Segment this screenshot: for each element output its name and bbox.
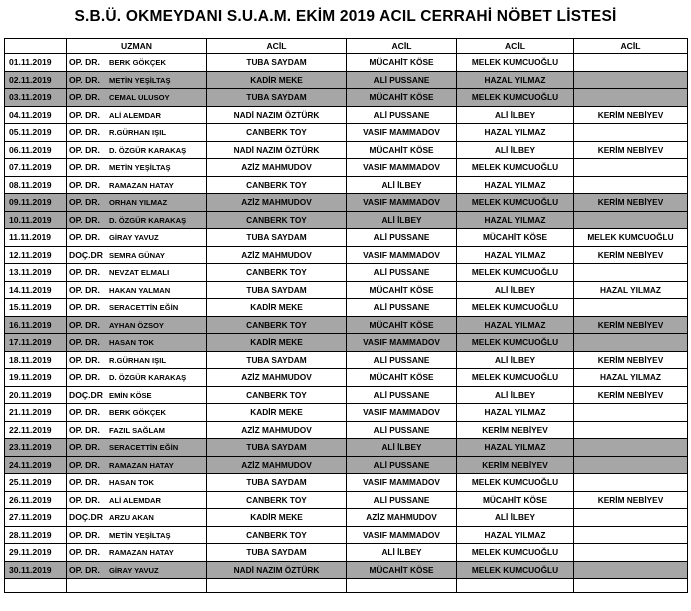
empty-cell <box>207 579 347 593</box>
date-cell: 13.11.2019 <box>5 264 67 282</box>
date-cell: 02.11.2019 <box>5 71 67 89</box>
uzman-cell <box>67 526 207 544</box>
table-row <box>5 54 688 72</box>
acil-cell-2: ALİ PUSSANE <box>347 106 457 124</box>
acil-cell-3: ALİ İLBEY <box>457 281 574 299</box>
acil-cell-4: HAZAL YILMAZ <box>574 281 688 299</box>
acil-cell-4: KERİM NEBİYEV <box>574 351 688 369</box>
doctor-title: OP. DR. <box>69 477 100 488</box>
acil-cell-2: MÜCAHİT KÖSE <box>347 561 457 579</box>
date-cell: 11.11.2019 <box>5 229 67 247</box>
acil-cell-1: CANBERK TOY <box>207 386 347 404</box>
date-cell: 04.11.2019 <box>5 106 67 124</box>
acil-cell-2: MÜCAHİT KÖSE <box>347 316 457 334</box>
acil-cell-1: CANBERK TOY <box>207 124 347 142</box>
uzman-cell <box>67 246 207 264</box>
acil-cell-2: ALİ PUSSANE <box>347 456 457 474</box>
acil-cell-3: HAZAL YILMAZ <box>457 124 574 142</box>
acil-cell-4: KERİM NEBİYEV <box>574 246 688 264</box>
doctor-title: OP. DR. <box>69 337 100 348</box>
acil-cell-1: AZİZ MAHMUDOV <box>207 159 347 177</box>
acil-cell-4 <box>574 71 688 89</box>
empty-cell <box>67 579 207 593</box>
acil-cell-3: MELEK KUMCUOĞLU <box>457 474 574 492</box>
doctor-name: HASAN TOK <box>109 478 155 488</box>
doctor-title: OP. DR. <box>69 459 100 470</box>
uzman-cell <box>67 439 207 457</box>
acil-cell-4 <box>574 159 688 177</box>
acil-cell-3: KERİM NEBİYEV <box>457 456 574 474</box>
uzman-cell <box>67 386 207 404</box>
date-cell: 12.11.2019 <box>5 246 67 264</box>
table-row <box>5 89 688 107</box>
acil-cell-2: MÜCAHİT KÖSE <box>347 369 457 387</box>
doctor-title: OP. DR. <box>69 494 100 505</box>
uzman-cell <box>67 194 207 212</box>
acil-cell-2: VASIF MAMMADOV <box>347 159 457 177</box>
acil-cell-2: ALİ PUSSANE <box>347 229 457 247</box>
doctor-title: OP. DR. <box>69 214 100 225</box>
acil-cell-3: HAZAL YILMAZ <box>457 71 574 89</box>
header-date <box>5 39 67 54</box>
table-row <box>5 124 688 142</box>
date-cell: 16.11.2019 <box>5 316 67 334</box>
table-row <box>5 194 688 212</box>
table-row <box>5 526 688 544</box>
doctor-title: OP. DR. <box>69 267 100 278</box>
doctor-title: OP. DR. <box>69 109 100 120</box>
table-row <box>5 351 688 369</box>
date-cell: 28.11.2019 <box>5 526 67 544</box>
acil-cell-3: MELEK KUMCUOĞLU <box>457 54 574 72</box>
acil-cell-3: KERİM NEBİYEV <box>457 421 574 439</box>
acil-cell-1: KADİR MEKE <box>207 71 347 89</box>
acil-cell-2: VASIF MAMMADOV <box>347 404 457 422</box>
acil-cell-4 <box>574 474 688 492</box>
doctor-name: BERK GÖKÇEK <box>109 58 166 68</box>
acil-cell-2: ALİ PUSSANE <box>347 491 457 509</box>
date-cell: 05.11.2019 <box>5 124 67 142</box>
date-cell: 15.11.2019 <box>5 299 67 317</box>
schedule-table <box>4 38 688 593</box>
acil-cell-3: MELEK KUMCUOĞLU <box>457 89 574 107</box>
date-cell: 09.11.2019 <box>5 194 67 212</box>
uzman-cell <box>67 561 207 579</box>
doctor-name: CEMAL ULUSOY <box>109 93 170 103</box>
acil-cell-3: MELEK KUMCUOĞLU <box>457 264 574 282</box>
acil-cell-4 <box>574 526 688 544</box>
acil-cell-2: ALİ PUSSANE <box>347 264 457 282</box>
empty-cell <box>347 579 457 593</box>
doctor-title: OP. DR. <box>69 92 100 103</box>
doctor-name: HAKAN YALMAN <box>109 285 171 295</box>
date-cell: 14.11.2019 <box>5 281 67 299</box>
acil-cell-3: HAZAL YILMAZ <box>457 439 574 457</box>
table-row <box>5 334 688 352</box>
doctor-title: DOÇ.DR <box>69 512 103 523</box>
table-row <box>5 246 688 264</box>
doctor-name: D. ÖZGÜR KARAKAŞ <box>109 215 187 225</box>
doctor-title: OP. DR. <box>69 162 100 173</box>
doctor-title: OP. DR. <box>69 424 100 435</box>
acil-cell-3: HAZAL YILMAZ <box>457 246 574 264</box>
acil-cell-2: ALİ PUSSANE <box>347 386 457 404</box>
uzman-cell <box>67 141 207 159</box>
acil-cell-1: TUBA SAYDAM <box>207 229 347 247</box>
acil-cell-2: VASIF MAMMADOV <box>347 124 457 142</box>
acil-cell-4: KERİM NEBİYEV <box>574 141 688 159</box>
acil-cell-3: MELEK KUMCUOĞLU <box>457 561 574 579</box>
acil-cell-2: ALİ PUSSANE <box>347 421 457 439</box>
acil-cell-2: ALİ İLBEY <box>347 176 457 194</box>
header-uzman: UZMAN <box>67 39 207 54</box>
uzman-cell <box>67 474 207 492</box>
acil-cell-3: MELEK KUMCUOĞLU <box>457 369 574 387</box>
uzman-cell <box>67 281 207 299</box>
table-row <box>5 299 688 317</box>
acil-cell-1: AZİZ MAHMUDOV <box>207 456 347 474</box>
uzman-cell <box>67 404 207 422</box>
uzman-cell <box>67 351 207 369</box>
acil-cell-4 <box>574 176 688 194</box>
date-cell: 06.11.2019 <box>5 141 67 159</box>
doctor-title: OP. DR. <box>69 372 100 383</box>
acil-cell-4: MELEK KUMCUOĞLU <box>574 229 688 247</box>
doctor-title: OP. DR. <box>69 284 100 295</box>
doctor-name: NEVZAT ELMALI <box>109 268 170 278</box>
date-cell: 23.11.2019 <box>5 439 67 457</box>
acil-cell-1: CANBERK TOY <box>207 316 347 334</box>
acil-cell-4: KERİM NEBİYEV <box>574 386 688 404</box>
doctor-title: OP. DR. <box>69 232 100 243</box>
doctor-title: OP. DR. <box>69 197 100 208</box>
acil-cell-2: ALİ İLBEY <box>347 211 457 229</box>
acil-cell-3: HAZAL YILMAZ <box>457 404 574 422</box>
acil-cell-1: TUBA SAYDAM <box>207 54 347 72</box>
date-cell: 03.11.2019 <box>5 89 67 107</box>
uzman-cell <box>67 159 207 177</box>
date-cell: 25.11.2019 <box>5 474 67 492</box>
doctor-title: OP. DR. <box>69 319 100 330</box>
table-row <box>5 456 688 474</box>
doctor-name: METİN YEŞİLTAŞ <box>109 75 171 85</box>
doctor-name: R.GÜRHAN IŞIL <box>109 355 166 365</box>
acil-cell-1: TUBA SAYDAM <box>207 351 347 369</box>
acil-cell-3: MÜCAHİT KÖSE <box>457 229 574 247</box>
table-row <box>5 561 688 579</box>
acil-cell-4 <box>574 544 688 562</box>
uzman-cell <box>67 369 207 387</box>
doctor-name: ALİ ALEMDAR <box>109 495 162 505</box>
acil-cell-3: MÜCAHİT KÖSE <box>457 491 574 509</box>
date-cell: 20.11.2019 <box>5 386 67 404</box>
acil-cell-1: CANBERK TOY <box>207 491 347 509</box>
acil-cell-4 <box>574 124 688 142</box>
table-row <box>5 369 688 387</box>
doctor-name: EMİN KÖSE <box>109 390 152 400</box>
acil-cell-2: VASIF MAMMADOV <box>347 194 457 212</box>
empty-row <box>5 579 688 593</box>
table-row <box>5 474 688 492</box>
doctor-name: FAZIL SAĞLAM <box>109 425 165 435</box>
acil-cell-3: HAZAL YILMAZ <box>457 316 574 334</box>
acil-cell-4 <box>574 264 688 282</box>
doctor-name: SERACETTİN EĞİN <box>109 303 179 313</box>
doctor-name: AYHAN ÖZSOY <box>109 320 164 330</box>
acil-cell-3: ALİ İLBEY <box>457 386 574 404</box>
empty-cell <box>574 579 688 593</box>
table-row <box>5 264 688 282</box>
table-row <box>5 439 688 457</box>
acil-cell-4 <box>574 561 688 579</box>
acil-cell-3: ALİ İLBEY <box>457 351 574 369</box>
table-row <box>5 404 688 422</box>
doctor-title: OP. DR. <box>69 127 100 138</box>
uzman-cell <box>67 229 207 247</box>
doctor-title: OP. DR. <box>69 144 100 155</box>
date-cell: 21.11.2019 <box>5 404 67 422</box>
acil-cell-4 <box>574 439 688 457</box>
acil-cell-3: HAZAL YILMAZ <box>457 211 574 229</box>
date-cell: 07.11.2019 <box>5 159 67 177</box>
doctor-title: OP. DR. <box>69 547 100 558</box>
acil-cell-1: NADİ NAZIM ÖZTÜRK <box>207 141 347 159</box>
acil-cell-4 <box>574 299 688 317</box>
acil-cell-2: VASIF MAMMADOV <box>347 334 457 352</box>
acil-cell-1: AZİZ MAHMUDOV <box>207 369 347 387</box>
header-row <box>5 39 688 54</box>
uzman-cell <box>67 421 207 439</box>
table-row <box>5 106 688 124</box>
uzman-cell <box>67 456 207 474</box>
doctor-name: SEMRA GÜNAY <box>109 250 165 260</box>
acil-cell-1: NADİ NAZIM ÖZTÜRK <box>207 106 347 124</box>
empty-cell <box>5 579 67 593</box>
table-row <box>5 386 688 404</box>
empty-cell <box>457 579 574 593</box>
acil-cell-1: TUBA SAYDAM <box>207 439 347 457</box>
acil-cell-2: ALİ PUSSANE <box>347 351 457 369</box>
acil-cell-1: TUBA SAYDAM <box>207 281 347 299</box>
acil-cell-4 <box>574 54 688 72</box>
uzman-cell <box>67 544 207 562</box>
uzman-cell <box>67 334 207 352</box>
header-acil-1: ACİL <box>207 39 347 54</box>
date-cell: 01.11.2019 <box>5 54 67 72</box>
acil-cell-3: ALİ İLBEY <box>457 106 574 124</box>
date-cell: 10.11.2019 <box>5 211 67 229</box>
uzman-cell <box>67 264 207 282</box>
acil-cell-1: TUBA SAYDAM <box>207 474 347 492</box>
acil-cell-4 <box>574 509 688 527</box>
acil-cell-2: MÜCAHİT KÖSE <box>347 89 457 107</box>
acil-cell-2: ALİ İLBEY <box>347 439 457 457</box>
acil-cell-3: MELEK KUMCUOĞLU <box>457 194 574 212</box>
doctor-name: METİN YEŞİLTAŞ <box>109 530 171 540</box>
acil-cell-3: MELEK KUMCUOĞLU <box>457 299 574 317</box>
doctor-title: OP. DR. <box>69 179 100 190</box>
acil-cell-3: MELEK KUMCUOĞLU <box>457 544 574 562</box>
table-row <box>5 316 688 334</box>
acil-cell-4 <box>574 211 688 229</box>
acil-cell-4 <box>574 404 688 422</box>
acil-cell-1: TUBA SAYDAM <box>207 89 347 107</box>
uzman-cell <box>67 89 207 107</box>
acil-cell-1: AZİZ MAHMUDOV <box>207 246 347 264</box>
date-cell: 26.11.2019 <box>5 491 67 509</box>
doctor-name: ARZU AKAN <box>109 513 154 523</box>
doctor-name: GİRAY YAVUZ <box>109 565 159 575</box>
table-row <box>5 421 688 439</box>
acil-cell-1: NADİ NAZIM ÖZTÜRK <box>207 561 347 579</box>
table-row <box>5 211 688 229</box>
doctor-title: OP. DR. <box>69 564 100 575</box>
uzman-cell <box>67 299 207 317</box>
acil-cell-4: KERİM NEBİYEV <box>574 316 688 334</box>
acil-cell-4: HAZAL YILMAZ <box>574 369 688 387</box>
doctor-name: BERK GÖKÇEK <box>109 408 166 418</box>
acil-cell-1: KADİR MEKE <box>207 334 347 352</box>
doctor-title: OP. DR. <box>69 57 100 68</box>
acil-cell-3: MELEK KUMCUOĞLU <box>457 334 574 352</box>
acil-cell-1: CANBERK TOY <box>207 526 347 544</box>
acil-cell-4: KERİM NEBİYEV <box>574 491 688 509</box>
acil-cell-2: ALİ PUSSANE <box>347 71 457 89</box>
acil-cell-1: AZİZ MAHMUDOV <box>207 421 347 439</box>
table-row <box>5 544 688 562</box>
doctor-name: RAMAZAN HATAY <box>109 180 174 190</box>
acil-cell-1: CANBERK TOY <box>207 211 347 229</box>
doctor-name: SERACETTİN EĞİN <box>109 443 179 453</box>
doctor-title: DOÇ.DR <box>69 389 103 400</box>
doctor-name: D. ÖZGÜR KARAKAŞ <box>109 145 187 155</box>
doctor-title: OP. DR. <box>69 354 100 365</box>
doctor-title: OP. DR. <box>69 74 100 85</box>
acil-cell-3: HAZAL YILMAZ <box>457 176 574 194</box>
acil-cell-4 <box>574 89 688 107</box>
acil-cell-1: AZİZ MAHMUDOV <box>207 194 347 212</box>
acil-cell-2: MÜCAHİT KÖSE <box>347 54 457 72</box>
table-row <box>5 141 688 159</box>
uzman-cell <box>67 211 207 229</box>
header-acil-4: ACİL <box>574 39 688 54</box>
acil-cell-3: ALİ İLBEY <box>457 141 574 159</box>
date-cell: 08.11.2019 <box>5 176 67 194</box>
date-cell: 30.11.2019 <box>5 561 67 579</box>
doctor-title: OP. DR. <box>69 302 100 313</box>
doctor-name: HASAN TOK <box>109 338 155 348</box>
acil-cell-1: CANBERK TOY <box>207 176 347 194</box>
acil-cell-2: ALİ PUSSANE <box>347 299 457 317</box>
uzman-cell <box>67 509 207 527</box>
date-cell: 29.11.2019 <box>5 544 67 562</box>
doctor-name: GİRAY YAVUZ <box>109 233 159 243</box>
doctor-title: OP. DR. <box>69 407 100 418</box>
acil-cell-3: MELEK KUMCUOĞLU <box>457 159 574 177</box>
acil-cell-2: VASIF MAMMADOV <box>347 474 457 492</box>
doctor-title: OP. DR. <box>69 529 100 540</box>
date-cell: 22.11.2019 <box>5 421 67 439</box>
date-cell: 17.11.2019 <box>5 334 67 352</box>
doctor-name: RAMAZAN HATAY <box>109 460 174 470</box>
table-row <box>5 491 688 509</box>
acil-cell-2: VASIF MAMMADOV <box>347 246 457 264</box>
acil-cell-2: ALİ İLBEY <box>347 544 457 562</box>
doctor-title: OP. DR. <box>69 442 100 453</box>
header-acil-2: ACİL <box>347 39 457 54</box>
doctor-name: METİN YEŞİLTAŞ <box>109 163 171 173</box>
table-row <box>5 71 688 89</box>
uzman-cell <box>67 124 207 142</box>
acil-cell-1: TUBA SAYDAM <box>207 544 347 562</box>
acil-cell-3: HAZAL YILMAZ <box>457 526 574 544</box>
acil-cell-1: KADİR MEKE <box>207 404 347 422</box>
table-row <box>5 509 688 527</box>
acil-cell-4 <box>574 421 688 439</box>
acil-cell-2: VASIF MAMMADOV <box>347 526 457 544</box>
acil-cell-4: KERİM NEBİYEV <box>574 106 688 124</box>
doctor-title: DOÇ.DR <box>69 249 103 260</box>
uzman-cell <box>67 54 207 72</box>
uzman-cell <box>67 491 207 509</box>
acil-cell-2: MÜCAHİT KÖSE <box>347 281 457 299</box>
table-row <box>5 176 688 194</box>
date-cell: 27.11.2019 <box>5 509 67 527</box>
page-title: S.B.Ü. OKMEYDANI S.U.A.M. EKİM 2019 ACIL CERRAHİ NÖBET LİSTESİ <box>74 8 617 25</box>
acil-cell-1: KADİR MEKE <box>207 509 347 527</box>
doctor-name: ORHAN YILMAZ <box>109 198 168 208</box>
doctor-name: R.GÜRHAN IŞIL <box>109 128 166 138</box>
acil-cell-2: AZİZ MAHMUDOV <box>347 509 457 527</box>
acil-cell-1: CANBERK TOY <box>207 264 347 282</box>
doctor-name: ALİ ALEMDAR <box>109 110 162 120</box>
date-cell: 18.11.2019 <box>5 351 67 369</box>
table-row <box>5 159 688 177</box>
acil-cell-4 <box>574 456 688 474</box>
doctor-name: RAMAZAN HATAY <box>109 548 174 558</box>
acil-cell-4: KERİM NEBİYEV <box>574 194 688 212</box>
date-cell: 24.11.2019 <box>5 456 67 474</box>
date-cell: 19.11.2019 <box>5 369 67 387</box>
header-acil-3: ACİL <box>457 39 574 54</box>
acil-cell-1: KADİR MEKE <box>207 299 347 317</box>
doctor-name: D. ÖZGÜR KARAKAŞ <box>109 373 187 383</box>
acil-cell-3: ALİ İLBEY <box>457 509 574 527</box>
uzman-cell <box>67 176 207 194</box>
table-row <box>5 229 688 247</box>
uzman-cell <box>67 71 207 89</box>
uzman-cell <box>67 316 207 334</box>
acil-cell-4 <box>574 334 688 352</box>
acil-cell-2: MÜCAHİT KÖSE <box>347 141 457 159</box>
uzman-cell <box>67 106 207 124</box>
table-row <box>5 281 688 299</box>
